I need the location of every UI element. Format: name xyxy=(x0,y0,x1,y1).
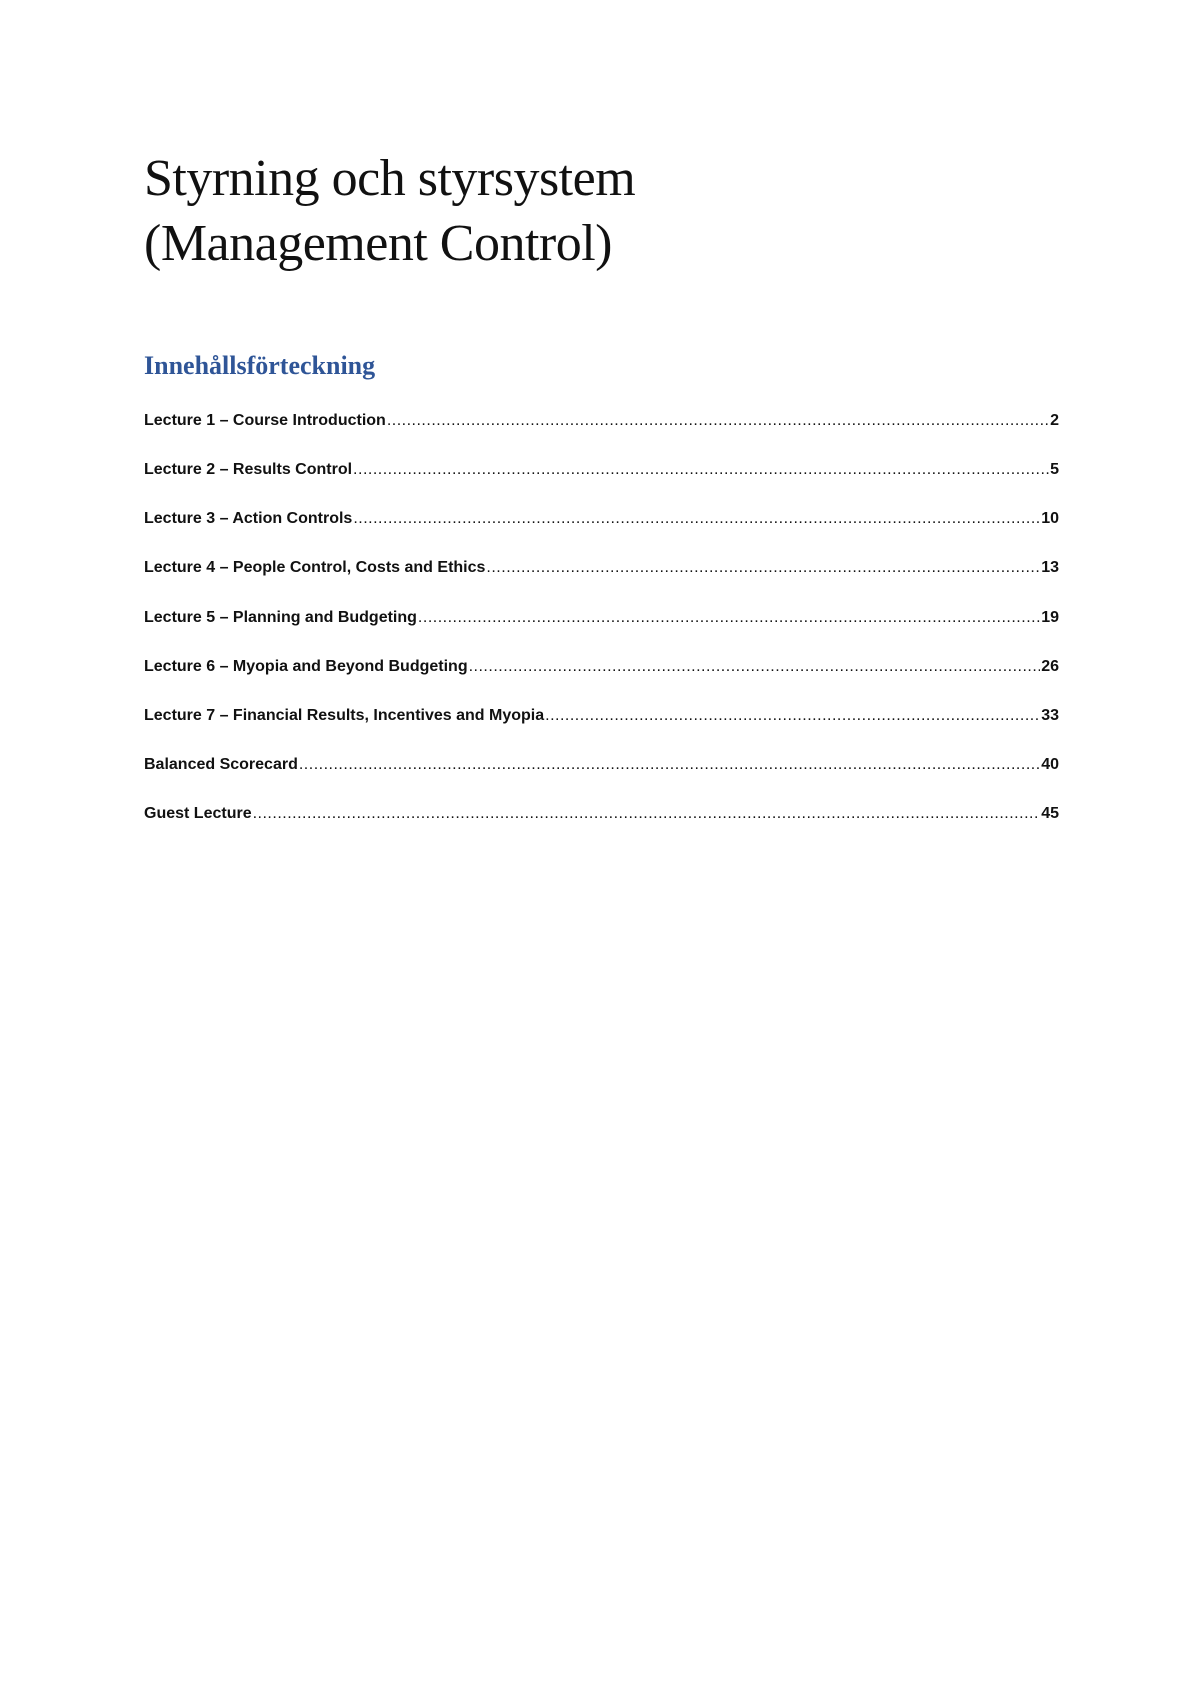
toc-entry-label: Lecture 5 – Planning and Budgeting xyxy=(144,609,417,626)
table-of-contents xyxy=(144,410,1059,852)
toc-entry-page-number: 26 xyxy=(1041,658,1059,675)
toc-dot-leader xyxy=(353,459,1049,481)
toc-entry-page-number: 5 xyxy=(1050,461,1059,478)
toc-entry-lecture-7[interactable] xyxy=(144,705,1059,754)
toc-dot-leader xyxy=(387,410,1049,432)
document-title xyxy=(144,146,1064,276)
toc-entry-label: Lecture 1 – Course Introduction xyxy=(144,412,386,429)
toc-entry-page-number: 19 xyxy=(1041,609,1059,626)
toc-entry-page-number: 33 xyxy=(1041,707,1059,724)
document-title-line-1: Styrning och styrsystem xyxy=(144,150,636,207)
toc-entry-lecture-3[interactable] xyxy=(144,508,1059,557)
toc-entry-guest-lecture[interactable] xyxy=(144,803,1059,852)
toc-entry-label: Guest Lecture xyxy=(144,805,252,822)
toc-dot-leader xyxy=(253,803,1041,825)
toc-entry-label: Balanced Scorecard xyxy=(144,756,298,773)
document-title-line-2: (Management Control) xyxy=(144,215,612,272)
toc-dot-leader xyxy=(545,705,1040,727)
toc-entry-page-number: 45 xyxy=(1041,805,1059,822)
toc-entry-balanced-scorecard[interactable] xyxy=(144,754,1059,803)
toc-entry-label: Lecture 7 – Financial Results, Incentives and Myopia xyxy=(144,707,545,724)
toc-dot-leader xyxy=(418,607,1040,629)
toc-entry-lecture-4[interactable] xyxy=(144,557,1059,607)
toc-entry-lecture-1[interactable] xyxy=(144,410,1059,459)
toc-entry-lecture-2[interactable] xyxy=(144,459,1059,508)
toc-entry-page-number: 2 xyxy=(1050,412,1059,429)
toc-entry-page-number: 10 xyxy=(1041,510,1059,527)
toc-dot-leader xyxy=(353,508,1040,530)
toc-entry-label: Lecture 3 – Action Controls xyxy=(144,510,353,527)
toc-entry-page-number: 40 xyxy=(1041,756,1059,773)
toc-entry-lecture-5[interactable] xyxy=(144,607,1059,656)
toc-dot-leader xyxy=(486,557,1040,579)
toc-heading: Innehållsförteckning xyxy=(144,351,376,380)
toc-entry-lecture-6[interactable] xyxy=(144,656,1059,705)
toc-entry-label: Lecture 4 – People Control, Costs and Ethics xyxy=(144,559,486,576)
toc-dot-leader xyxy=(299,754,1040,776)
toc-entry-label: Lecture 2 – Results Control xyxy=(144,461,353,478)
toc-entry-label: Lecture 6 – Myopia and Beyond Budgeting xyxy=(144,658,468,675)
toc-dot-leader xyxy=(469,656,1041,678)
toc-entry-page-number: 13 xyxy=(1041,559,1059,576)
